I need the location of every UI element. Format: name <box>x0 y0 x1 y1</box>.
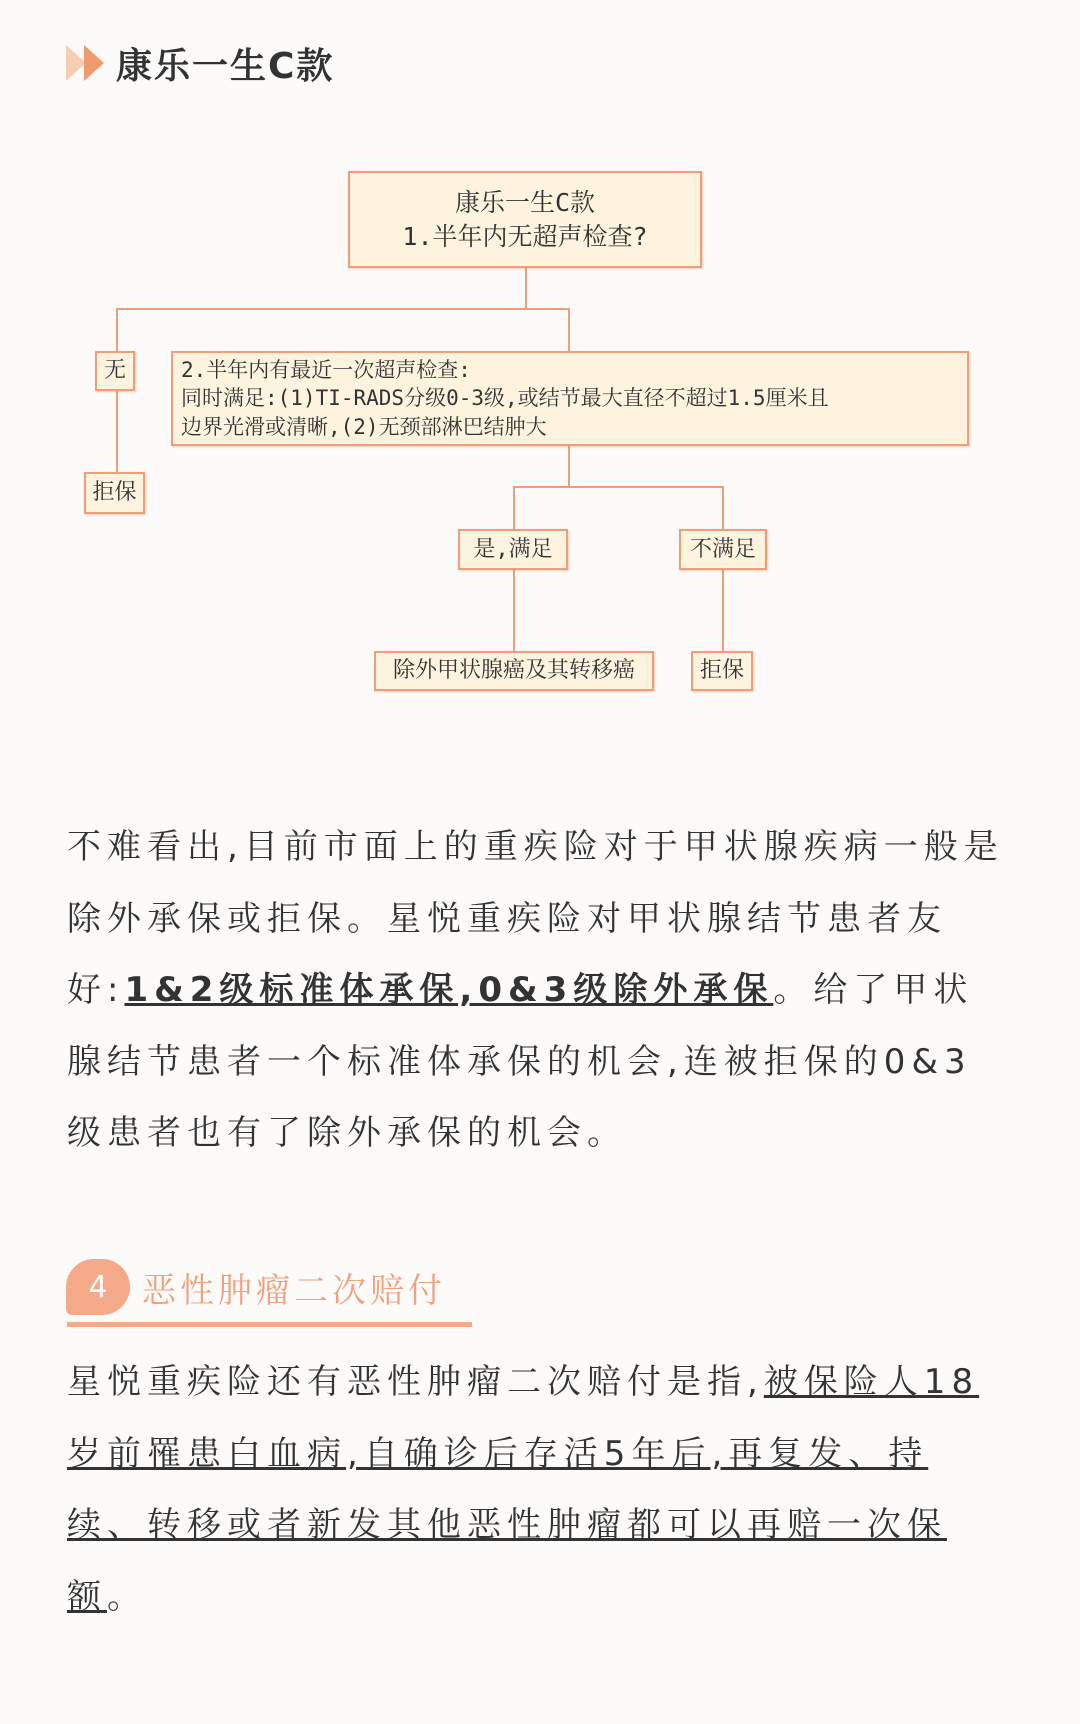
heading-text: 康乐一生C款 <box>116 45 335 87</box>
flow-node-yes: 是,满足 <box>458 529 568 570</box>
node-text: 1.半年内无超声检查? <box>402 221 648 251</box>
section-underline <box>67 1322 472 1327</box>
flow-node-q2 <box>171 351 969 446</box>
section-heading <box>66 40 334 86</box>
text: 。 <box>107 1576 147 1617</box>
section-title: 恶性肿瘤二次赔付 <box>142 1270 446 1311</box>
node-text: 2.半年内有最近一次超声检查: <box>181 357 471 382</box>
paragraph <box>67 812 1007 1170</box>
section-4-heading <box>66 1262 446 1312</box>
flow-node-reject: 拒保 <box>84 472 145 514</box>
node-text: 康乐一生C款 <box>454 187 596 217</box>
text: 星悦重疾险还有恶性肿瘤二次赔付是指, <box>67 1362 764 1402</box>
chevron-icon <box>66 45 86 81</box>
flow-node-exclude: 除外甲状腺癌及其转移癌 <box>374 651 654 691</box>
flow-node-none: 无 <box>95 351 135 391</box>
flow-node-no: 不满足 <box>679 529 767 570</box>
underlined-text: 被保险人18岁前罹患白血病,自确诊后存活5年后,再复发、持续、转移或者新发其他恶性肿瘤都可以再赔一次保额 <box>67 1362 980 1617</box>
section-number-badge: 4 <box>66 1259 130 1315</box>
flow-node-start <box>348 171 702 268</box>
flow-node-reject: 拒保 <box>691 651 753 691</box>
highlight-text: 1&2级标准体承保,0&3级除外承保 <box>124 970 774 1010</box>
chevron-icon <box>84 45 104 81</box>
paragraph <box>67 1347 1007 1633</box>
text: 不难看出,目前市面上的重疾险对于甲状腺疾病一般是除外承保或拒保。星悦重疾险对甲状腺结节患者友好: <box>67 827 1004 1010</box>
text: 。给了甲状腺结节患者一个标准体承保的机会,连被拒保的0&3级患者也有了除外承保的机会。 <box>67 970 974 1153</box>
node-text: 边界光滑或清晰,(2)无颈部淋巴结肿大 <box>181 414 547 439</box>
node-text: 同时满足:(1)TI-RADS分级0-3级,或结节最大直径不超过1.5厘米且 <box>181 386 829 411</box>
